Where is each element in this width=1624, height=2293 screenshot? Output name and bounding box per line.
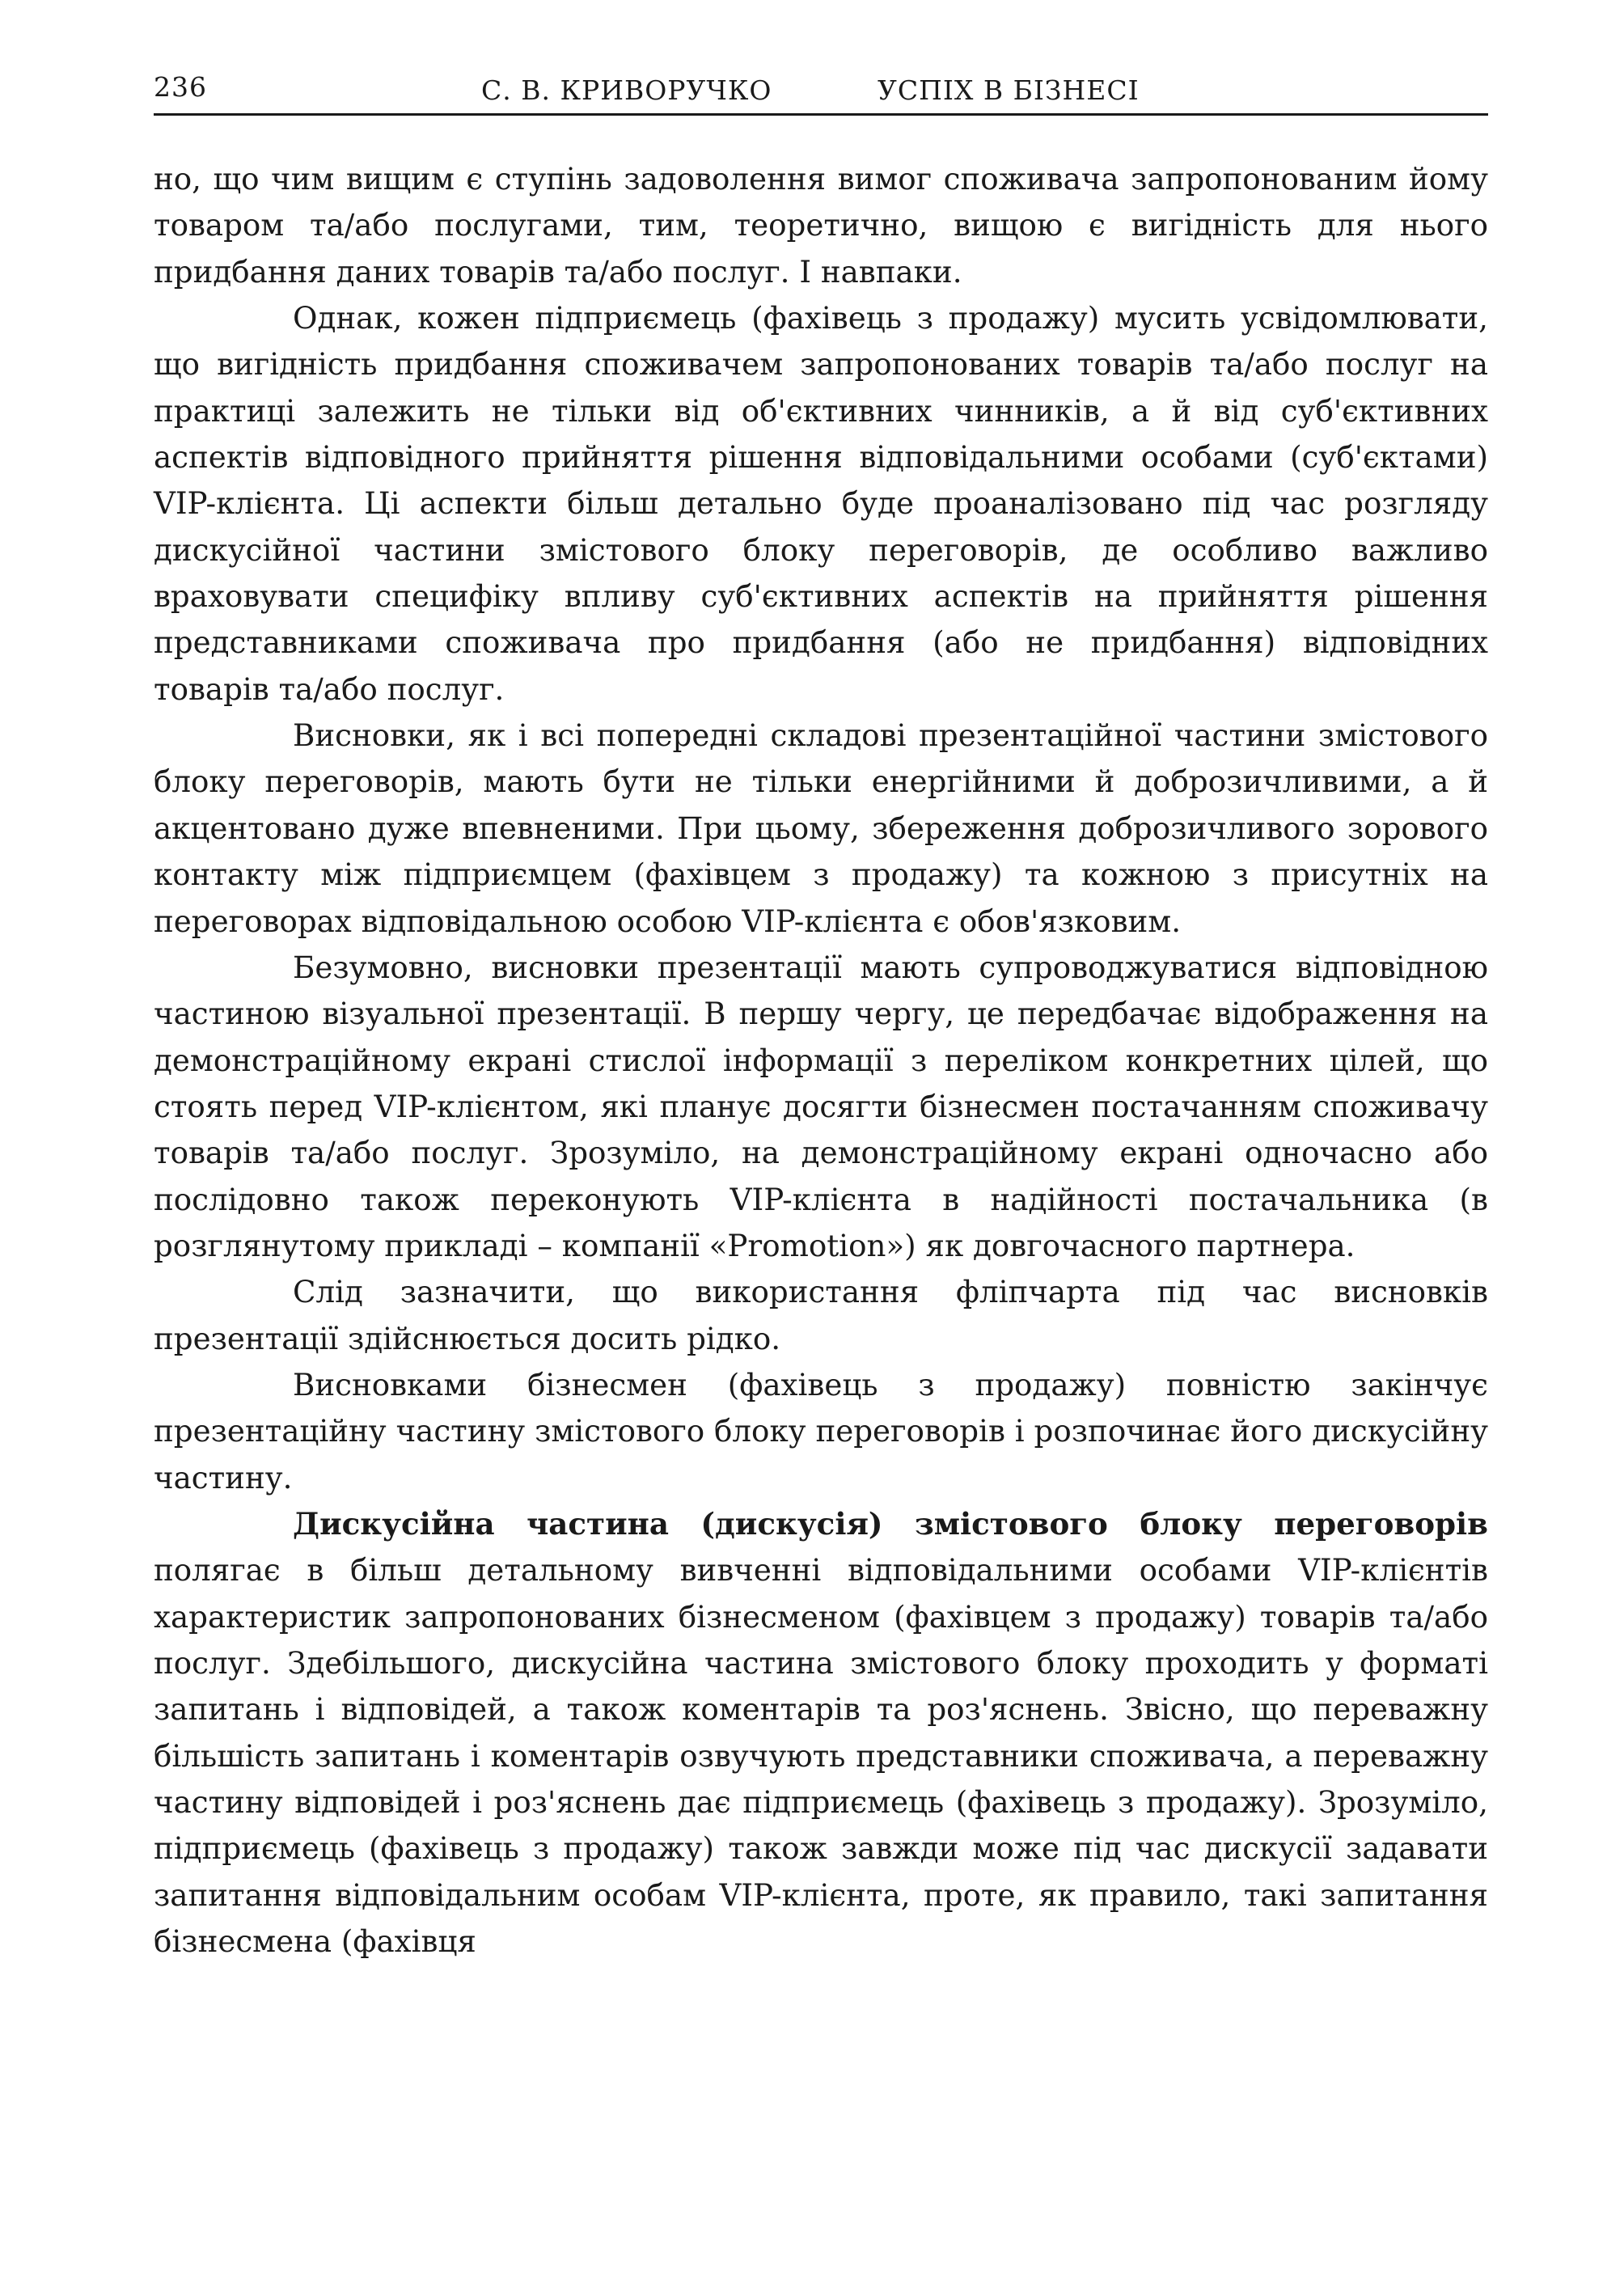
- book-page: [154, 57, 1488, 1965]
- paragraph-continuation: но, що чим вищим є ступінь задоволення вимог споживача запропонованим йому товаром та/або послугами, тим, теоретично, вищою є вигідність для нього придбання даних товарів та/або послуг. І навпаки.: [154, 161, 1488, 290]
- body-text: [154, 156, 1488, 1965]
- paragraph-objective-factors: Однак, кожен підприємець (фахівець з продажу) мусить усвідомлювати, що вигідність придбання споживачем запропонованих товарів та/або послуг на практиці залежить не тільки від об'єктивних чинників, а й від суб'єктивних аспектів відповідного прийняття рішення відповідальними особами (суб'єктами) VIP-клієнта. Ці аспекти більш детально буде проаналізовано під час розгляду дискусійної частини змістового блоку переговорів, де особливо важливо враховувати специфіку впливу суб'єктивних аспектів на прийняття рішення представниками споживача про придбання (або не придбання) відповідних товарів та/або послуг.: [154, 300, 1488, 707]
- header-author: С. В. КРИВОРУЧКО: [481, 74, 772, 106]
- paragraph-discussion-definition: [154, 1501, 1488, 1965]
- running-header: [154, 57, 1488, 116]
- header-book-title: УСПІХ В БІЗНЕСІ: [878, 74, 1140, 106]
- paragraph-flipchart: Слід зазначити, що використання фліпчарта під час висновків презентації здійснюється досить рідко.: [154, 1274, 1488, 1356]
- discussion-description: полягає в більш детальному вивченні відповідальними особами VIP-клієнтів характеристик запропонованих бізнесменом (фахівцем з продажу) товарів та/або послуг. Здебільшого, дискусійна частина змістового блоку проходить у форматі запитань і відповідей, а також коментарів та роз'яснень. Звісно, що переважну більшість запитань і коментарів озвучують представники споживача, а переважну частину відповідей і роз'яснень дає підприємець (фахівець з продажу). Зрозуміло, підприємець (фахівець з продажу) також завжди може під час дискусії задавати запитання відповідальним особам VIP-клієнта, проте, як правило, такі запитання бізнесмена (фахівця: [154, 1552, 1488, 1960]
- paragraph-discussion-start: Висновками бізнесмен (фахівець з продажу) повністю закінчує презентаційну частину змістового блоку переговорів і розпочинає його дискусійну частину.: [154, 1366, 1488, 1496]
- paragraph-visual-presentation: Безумовно, висновки презентації мають супроводжуватися відповідною частиною візуальної презентації. В першу чергу, це передбачає відображення на демонстраційному екрані стислої інформації з переліком конкретних цілей, що стоять перед VIP-клієнтом, які планує досягти бізнесмен постачанням споживачу товарів та/або послуг. Зрозуміло, на демонстраційному екрані одночасно або послідовно також переконують VIP-клієнта в надійності постачальника (в розглянутому прикладі – компанії «Promotion») як довгочасного партнера.: [154, 949, 1488, 1263]
- paragraph-conclusions-tone: Висновки, як і всі попередні складові презентаційної частини змістового блоку переговорів, мають бути не тільки енергійними й доброзичливими, а й акцентовано дуже впевненими. При цьому, збереження доброзичливого зорового контакту між підприємцем (фахівцем з продажу) та кожною з присутніх на переговорах відповідальною особою VIP-клієнта є обов'язковим.: [154, 717, 1488, 939]
- page-number: 236: [154, 71, 207, 103]
- discussion-term: Дискусійна частина (дискусія) змістового блоку переговорів: [293, 1505, 1488, 1542]
